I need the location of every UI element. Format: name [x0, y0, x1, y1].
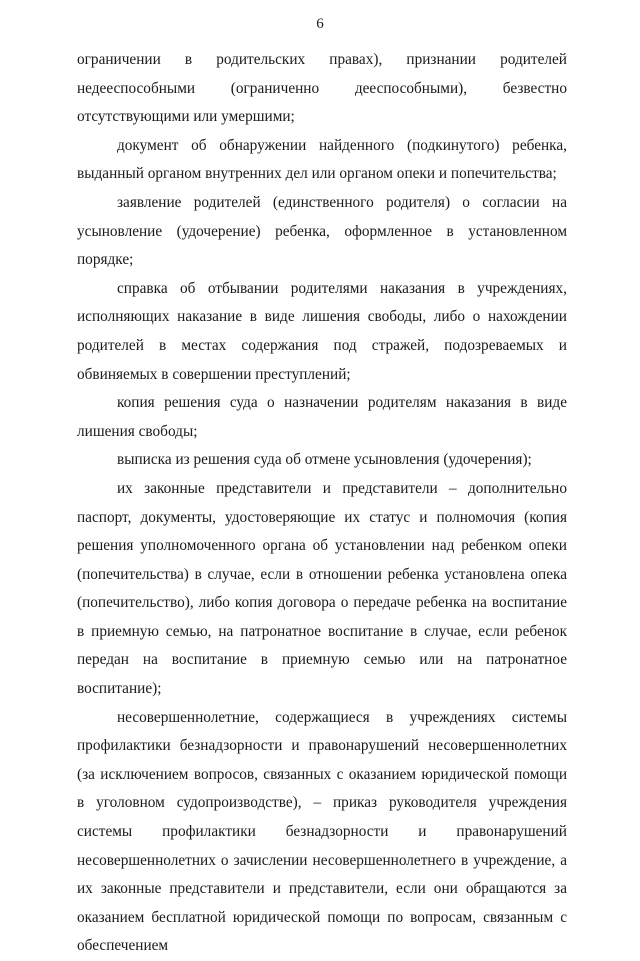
paragraph-2: документ об обнаружении найденного (подкинутого) ребенка, выданный органом внутренних дел или органом опеки и попечительства;	[77, 136, 567, 183]
paragraph-1: ограничении в родительских правах), признании родителей недееспособными (ограниченно дееспособными), безвестно отсутствующими или умершими;	[77, 51, 567, 126]
paragraph-4: справка об отбывании родителями наказания в учреждениях, исполняющих наказание в виде лишения свободы, либо о нахождении родителей в местах содержания под стражей, подозреваемых и обвиняемых в совершении преступлений;	[77, 279, 567, 383]
document-body	[77, 46, 567, 961]
paragraph-7: их законные представители и представители – дополнительно паспорт, документы, удостоверяющие их статус и полномочия (копия решения уполномоченного органа об установлении над ребенком опеки (попечительства) в случае, если в отношении ребенка установлена опека (попечительство), либо копия договора о передаче ребенка на воспитание в приемную семью, на патронатное воспитание в случае, если ребенок передан на воспитание в приемную семью или на патронатное воспитание);	[77, 479, 567, 698]
paragraph-6: выписка из решения суда об отмене усыновления (удочерения);	[117, 451, 532, 469]
paragraph-8: несовершеннолетние, содержащиеся в учреждениях системы профилактики безнадзорности и правонарушений несовершеннолетних (за исключением вопросов, связанных с оказанием юридической помощи в уголовном судопроизводстве), – приказ руководителя учреждения системы профилактики безнадзорности и правонарушений несовершеннолетних о зачислении несовершеннолетнего в учреждение, а их законные представители и представители, если они обращаются за оказанием бесплатной юридической помощи по вопросам, связанным с обеспечением	[77, 708, 567, 955]
paragraph-3: заявление родителей (единственного родителя) о согласии на усыновление (удочерение) ребенка, оформленное в установленном порядке;	[77, 193, 567, 269]
page-number: 6	[316, 16, 324, 32]
paragraph-5: копия решения суда о назначении родителям наказания в виде лишения свободы;	[77, 394, 567, 440]
